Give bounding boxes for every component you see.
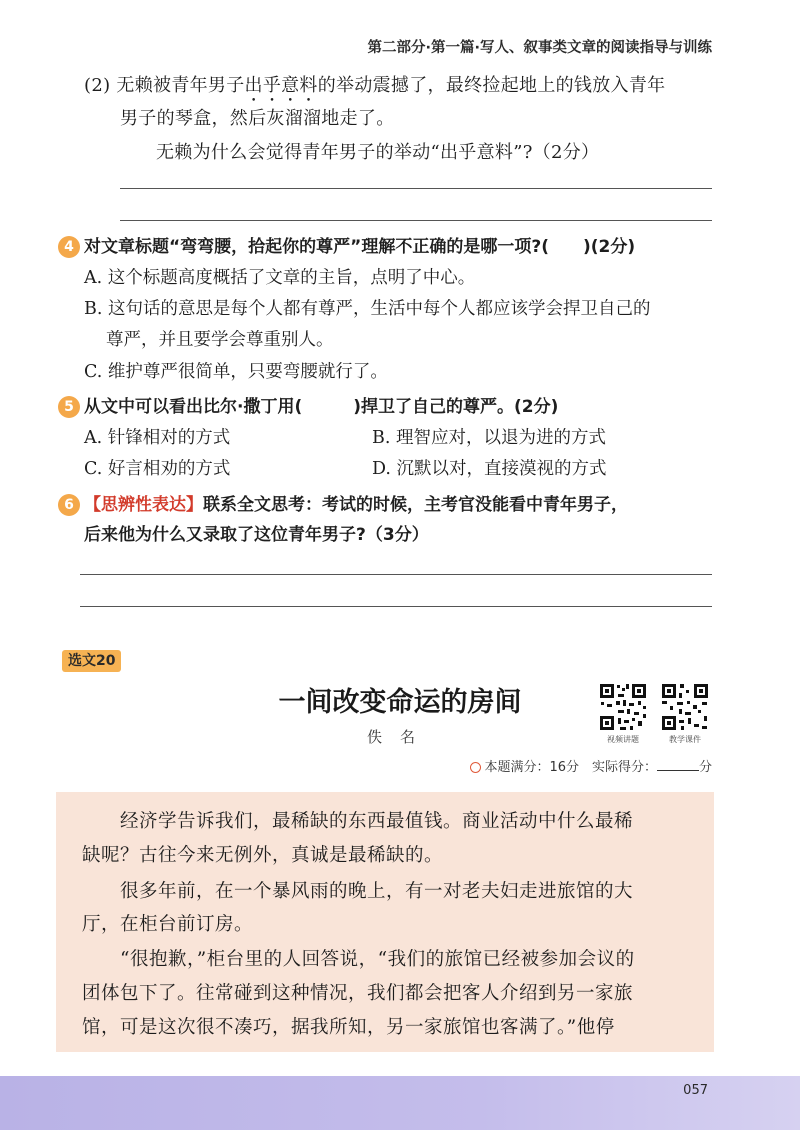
q6-line1-text: 联系全文思考：考试的时候，主考官没能看中青年男子，	[203, 495, 628, 515]
q4-option-c[interactable]: C. 维护尊严很简单，只要弯腰就行了。	[84, 362, 388, 382]
qr-label-video: 视频讲题	[607, 735, 639, 744]
q5-option-c[interactable]: C. 好言相劝的方式	[84, 459, 231, 479]
qr-code-courseware-icon[interactable]	[660, 682, 710, 732]
emphasized-phrase: 出乎意料	[244, 75, 318, 96]
q4-option-b[interactable]: B. 这句话的意思是每个人都有尊严，生活中每个人都应该学会捍卫自己的	[84, 299, 651, 319]
running-header: 第二部分·第一篇·写人、叙事类文章的阅读指导与训练	[367, 40, 712, 56]
score-blank[interactable]	[657, 758, 699, 771]
passage-line: 馆，可是这次很不凑巧，据我所知，另一家旅馆也客满了。”他停	[82, 1017, 615, 1038]
qr-label-courseware: 教学课件	[669, 735, 701, 744]
score-line	[470, 756, 712, 775]
question-4-text: 对文章标题“弯弯腰，拾起你的尊严”理解不正确的是哪一项?( )(2分)	[84, 237, 636, 257]
page-number: 057	[683, 1083, 708, 1098]
score-unit: 分	[698, 760, 712, 775]
article-author: 佚名	[366, 728, 433, 746]
q3-part2-line2: 男子的琴盒，然后灰溜溜地走了。	[120, 108, 395, 129]
passage-line: 团体包下了。往常碰到这种情况，我们都会把客人介绍到另一家旅	[82, 983, 634, 1004]
q5-option-a[interactable]: A. 针锋相对的方式	[84, 428, 231, 448]
passage-line: 缺呢？古往今来无例外，真诚是最稀缺的。	[82, 845, 444, 866]
q3-line1-prefix: (2) 无赖被青年男子	[84, 75, 245, 96]
q4-option-a[interactable]: A. 这个标题高度概括了文章的主旨，点明了中心。	[84, 268, 476, 288]
critical-thinking-tag: 【思辨性表达】	[84, 495, 203, 515]
question-number-5: 5	[58, 396, 80, 418]
q3-part2-question: 无赖为什么会觉得青年男子的举动“出乎意料”?（2分）	[156, 142, 600, 163]
q4-option-b-cont: 尊严，并且要学会尊重别人。	[106, 330, 334, 350]
q5-option-d[interactable]: D. 沉默以对，直接漠视的方式	[372, 459, 607, 479]
article-title: 一间改变命运的房间	[278, 687, 522, 718]
answer-line[interactable]	[80, 606, 712, 607]
footer-band	[0, 1076, 800, 1130]
question-number-6: 6	[58, 494, 80, 516]
q3-part2-line1	[84, 70, 665, 106]
section-badge: 选文20	[62, 650, 121, 672]
question-5-text: 从文中可以看出比尔·撒丁用( )捍卫了自己的尊严。(2分)	[84, 397, 559, 417]
question-6-line1	[84, 490, 628, 520]
passage-line: 厅，在柜台前订房。	[82, 914, 254, 935]
qr-code-video-icon[interactable]	[598, 682, 648, 732]
passage-line: 经济学告诉我们，最稀缺的东西最值钱。商业活动中什么最稀	[120, 811, 634, 832]
answer-line[interactable]	[120, 220, 712, 221]
question-6-line2: 后来他为什么又录取了这位青年男子?（3分）	[84, 525, 429, 545]
answer-line[interactable]	[80, 574, 712, 575]
q5-option-b[interactable]: B. 理智应对，以退为进的方式	[372, 428, 606, 448]
q3-line1-suffix: 的举动震撼了，最终捡起地上的钱放入青年	[317, 75, 666, 96]
question-number-4: 4	[58, 236, 80, 258]
score-label: 本题满分：16分 实际得分：	[484, 760, 657, 775]
answer-line[interactable]	[120, 188, 712, 189]
passage-line: 很多年前，在一个暴风雨的晚上，有一对老夫妇走进旅馆的大	[120, 881, 634, 902]
passage-line: “很抱歉，”柜台里的人回答说，“我们的旅馆已经被参加会议的	[120, 949, 635, 970]
clock-icon	[470, 762, 481, 773]
